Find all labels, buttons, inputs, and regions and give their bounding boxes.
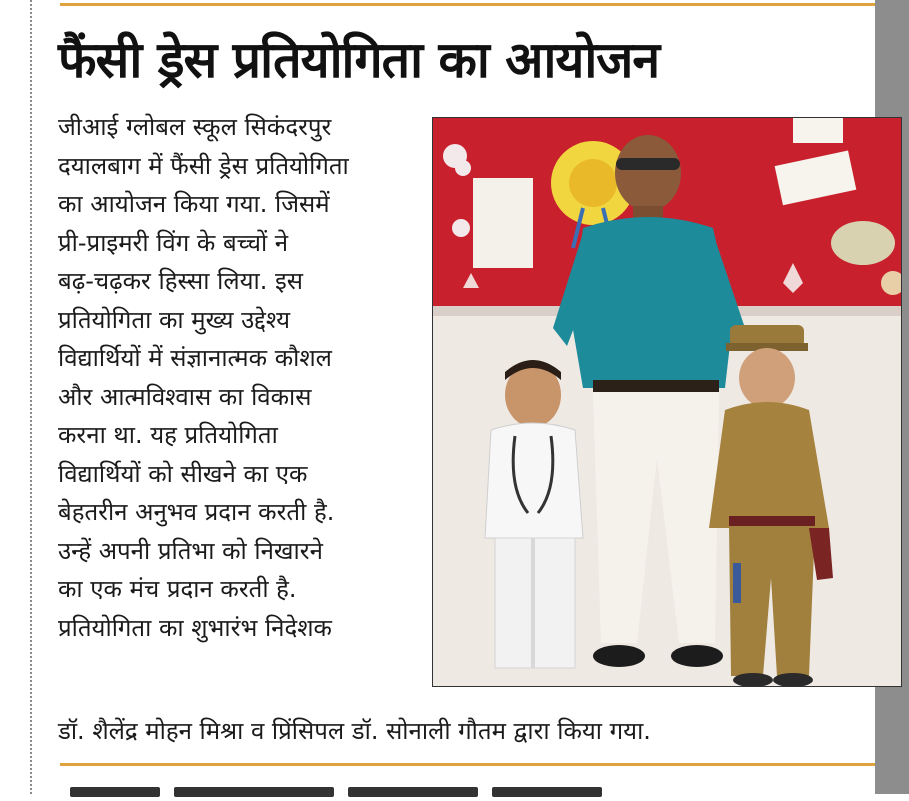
body-line: करना था. यह प्रतियोगिता (58, 421, 278, 449)
article-closing-line: डॉ. शैलेंद्र मोहन मिश्रा व प्रिंसिपल डॉ. सोनाली गौतम द्वारा किया गया. (58, 717, 651, 745)
body-line: विद्यार्थियों को सीखने का एक (58, 459, 308, 488)
man-shoe (671, 645, 723, 667)
body-line: जीआई ग्लोबल स्कूल सिकंदरपुर (58, 113, 332, 141)
bottom-rule (60, 763, 875, 766)
paper-cutout (473, 178, 533, 268)
police-belt (729, 516, 815, 526)
article-headline: फैंसी ड्रेस प्रतियोगिता का आयोजन (58, 31, 660, 89)
man-shirt (571, 217, 733, 388)
article-photo (432, 117, 902, 687)
man-head (615, 135, 681, 211)
body-line: विद्यार्थियों में संज्ञानात्मक कौशल (58, 344, 332, 372)
man-shoe (593, 645, 645, 667)
body-line: प्री-प्राइमरी विंग के बच्चों ने (58, 228, 289, 257)
next-article-fragment (70, 782, 630, 794)
body-line: और आत्मविश्वास का विकास (58, 382, 312, 411)
body-line: बेहतरीन अनुभव प्रदान करती है. (58, 498, 335, 526)
body-line: बढ़-चढ़कर हिस्सा लिया. इस (58, 267, 303, 295)
body-line: का एक मंच प्रदान करती है. (58, 575, 297, 603)
column-gutter-line (30, 0, 32, 794)
body-line: का आयोजन किया गया. जिसमें (58, 190, 330, 218)
doctor-coat (485, 423, 583, 538)
police-child-head (739, 348, 795, 408)
turtle-decoration (831, 221, 895, 265)
body-line: दयालबाग में फैंसी ड्रेस प्रतियोगिता (58, 151, 349, 180)
article-body (58, 108, 430, 647)
body-line: उन्हें अपनी प्रतिभा को निखारने (58, 536, 323, 565)
man-belt (593, 380, 719, 392)
photo-illustration (433, 118, 902, 687)
top-rule (60, 3, 875, 6)
body-line: प्रतियोगिता का शुभारंभ निदेशक (58, 613, 332, 642)
body-line: प्रतियोगिता का मुख्य उद्देश्य (58, 305, 291, 334)
toy-gun (733, 563, 741, 603)
